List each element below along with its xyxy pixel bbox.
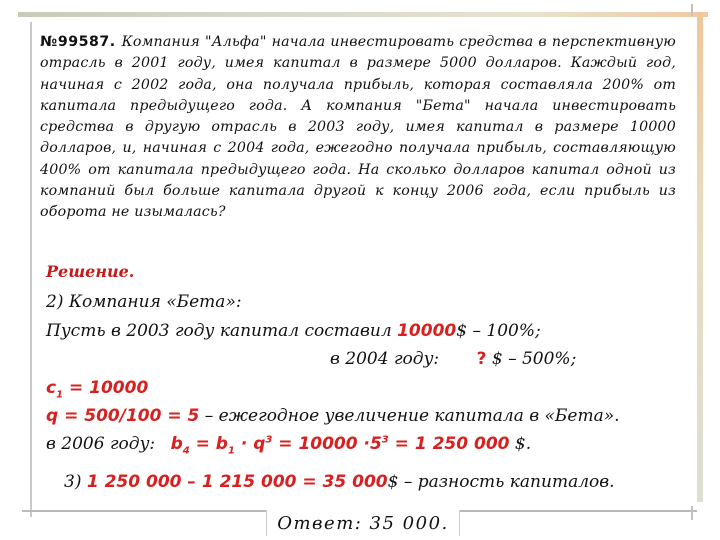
line1-tail: $ – 100%; — [456, 321, 541, 341]
b4-mul-q: · q — [234, 434, 266, 454]
frame-tick-bottom — [691, 506, 693, 520]
five-exponent: 3 — [381, 434, 389, 446]
q-expression: q = 500/100 = 5 — [46, 406, 200, 426]
b4-prefix: в 2006 году: — [46, 434, 156, 454]
c1-value: = 10000 — [63, 378, 149, 398]
answer-box: Ответ: 35 000. — [266, 510, 460, 536]
frame-right-bar — [697, 12, 703, 502]
b4-tail: $. — [509, 434, 532, 454]
c1-subscript: 1 — [56, 389, 64, 401]
line1-value: 10000 — [397, 321, 457, 341]
problem-statement — [40, 32, 676, 224]
step3-line — [64, 472, 615, 492]
b4-rest: = 10000 ·5 — [272, 434, 382, 454]
q-formula — [46, 406, 620, 426]
solution-heading: Решение. — [46, 262, 135, 281]
c1-symbol: c — [46, 378, 57, 398]
step3-label: 3) — [64, 472, 82, 492]
b4-formula — [46, 434, 531, 456]
b4-subscript: 4 — [182, 445, 190, 457]
frame-left-line — [30, 22, 32, 517]
solution-line-2 — [330, 349, 576, 369]
frame-top-bar — [18, 12, 708, 17]
b4-result: = 1 250 000 — [388, 434, 510, 454]
problem-number: №99587. — [40, 34, 116, 50]
b4-symbol: b — [170, 434, 183, 454]
problem-text: Компания "Альфа" начала инвестировать средства в перспективную отрасль в 2001 году, имея капитал в размере 5000 долларов. Каждый год, начиная с 2002 года, она получала прибыль, которая составляла 200% от капитала предыдущего года. А компания "Бета" начала инвестировать средства в другую отрасль в 2003 году, имея капитал в размере 10000 долларов, и, начиная с 2004 года, ежегодно получала прибыль, составляющую 400% от капитала предыдущего года. На сколько долларов капитал одной из компаний был больше капитала другой к концу 2006 года, если прибыль из оборота не изымалась? — [40, 34, 676, 221]
solution-line-1 — [46, 321, 541, 341]
b4-expression — [170, 434, 510, 457]
frame-tick-top — [691, 4, 693, 16]
q-tail: – ежегодное увеличение капитала в «Бета». — [199, 406, 620, 426]
b1-subscript: 1 — [227, 445, 235, 457]
c1-formula — [46, 378, 148, 400]
line2-tail: $ – 500%; — [491, 349, 577, 369]
line2-value: ? — [476, 349, 487, 369]
step2-title: 2) Компания «Бета»: — [46, 292, 242, 312]
line1-text: Пусть в 2003 году капитал составил — [46, 321, 392, 341]
step3-tail: $ – разность капиталов. — [387, 472, 615, 492]
b4-eq-b: = b — [189, 434, 228, 454]
q-exponent: 3 — [265, 434, 273, 446]
step3-expression: 1 250 000 – 1 215 000 = 35 000 — [86, 472, 388, 492]
line2-text: в 2004 году: — [330, 349, 440, 369]
